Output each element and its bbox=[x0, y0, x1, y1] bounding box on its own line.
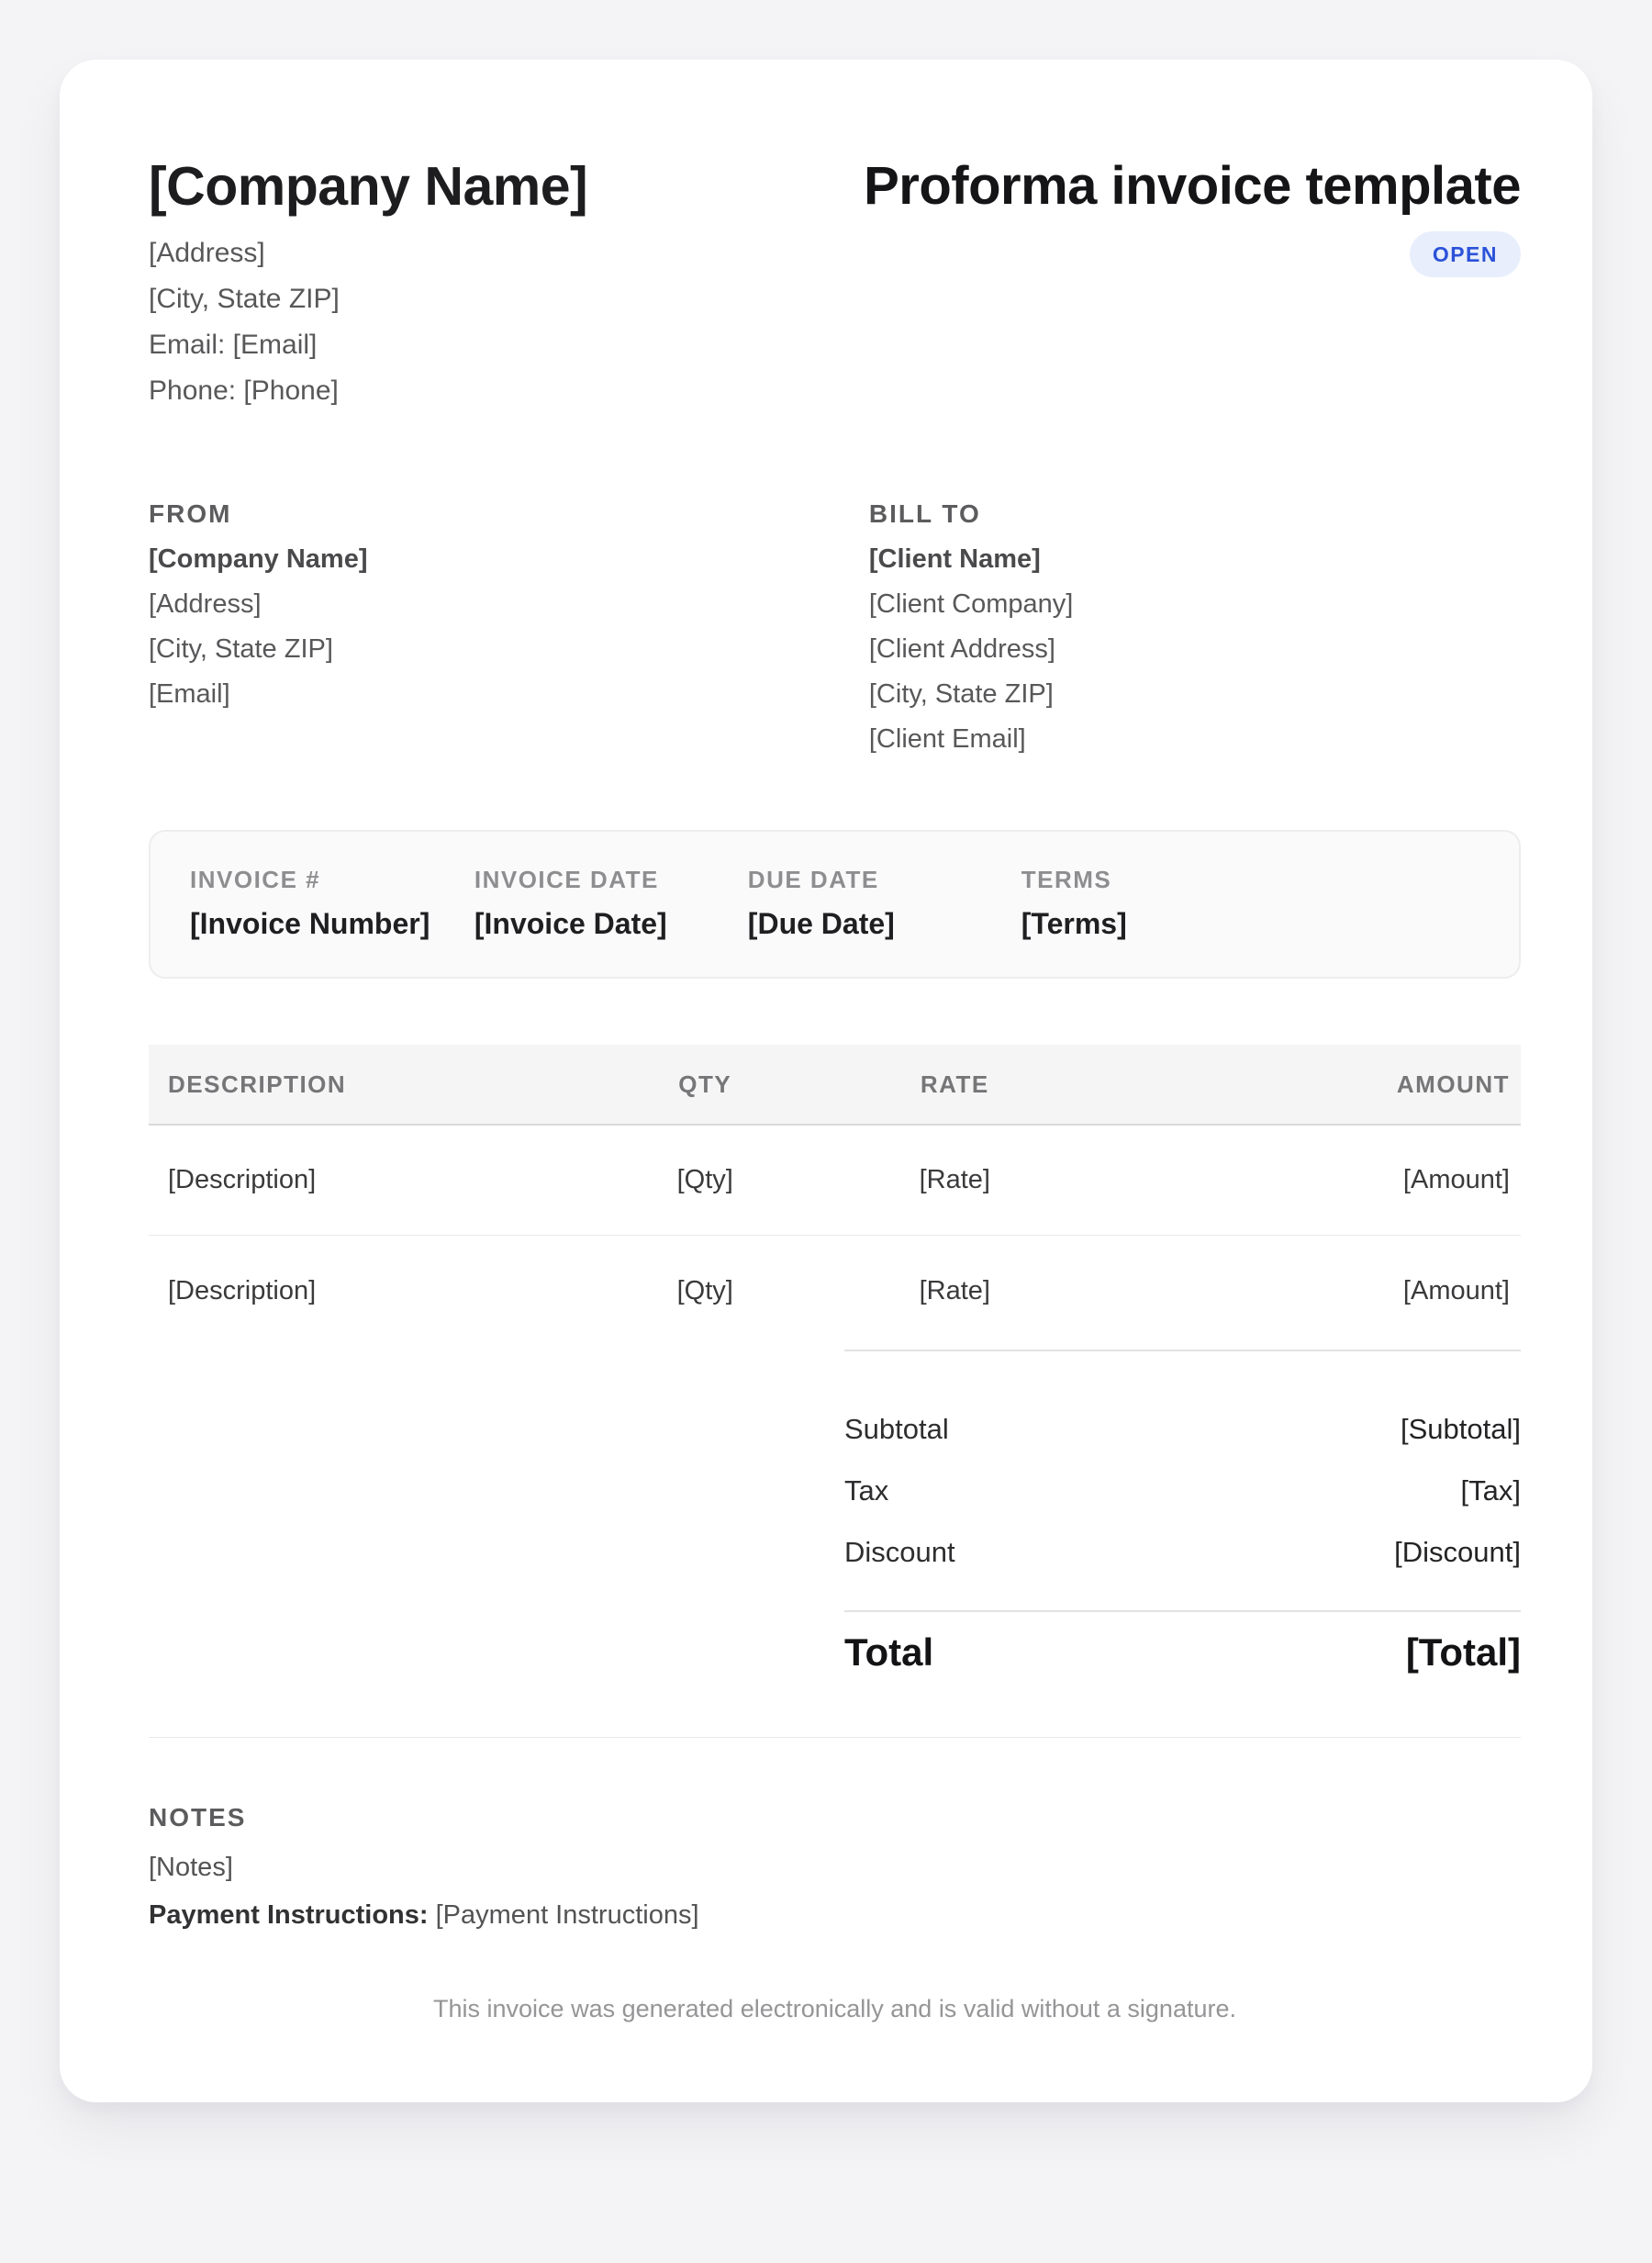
subtotal-row bbox=[844, 1412, 1521, 1447]
table-row bbox=[149, 1126, 1521, 1236]
invoice-meta-bar bbox=[149, 830, 1521, 979]
notes-section bbox=[149, 1802, 1521, 1933]
meta-value: [Invoice Date] bbox=[474, 907, 667, 940]
from-block bbox=[149, 499, 869, 762]
company-address-line: Phone: [Phone] bbox=[149, 375, 339, 406]
tax-value: [Tax] bbox=[1460, 1474, 1521, 1507]
grand-total-value: [Total] bbox=[1405, 1630, 1521, 1674]
invoice-header bbox=[149, 153, 1521, 414]
grand-total-row bbox=[844, 1629, 1521, 1676]
notes-label: NOTES bbox=[149, 1803, 247, 1832]
column-header-description: DESCRIPTION bbox=[168, 1070, 347, 1098]
meta-field-due-date bbox=[748, 865, 1021, 942]
meta-label: INVOICE # bbox=[190, 866, 321, 893]
from-address-line: [City, State ZIP] bbox=[149, 634, 333, 664]
cell-qty: [Qty] bbox=[676, 1275, 733, 1305]
status-badge: OPEN bbox=[1410, 231, 1521, 277]
table-row bbox=[149, 1236, 1521, 1346]
payment-instructions-label: Payment Instructions: bbox=[149, 1900, 429, 1930]
from-address-line: [Address] bbox=[149, 589, 262, 619]
cell-description: [Description] bbox=[168, 1275, 317, 1305]
cell-qty: [Qty] bbox=[676, 1165, 733, 1194]
from-address-line: [Email] bbox=[149, 679, 230, 709]
meta-value: [Invoice Number] bbox=[190, 907, 430, 940]
client-address-line: [City, State ZIP] bbox=[868, 679, 1054, 709]
from-company-name: [Company Name] bbox=[149, 544, 368, 574]
meta-field-terms bbox=[1021, 865, 1519, 942]
client-name: [Client Name] bbox=[868, 544, 1041, 574]
totals-divider bbox=[844, 1350, 1521, 1351]
discount-row bbox=[844, 1535, 1521, 1570]
invoice-card bbox=[60, 60, 1592, 2102]
notes-text: [Notes] bbox=[149, 1853, 233, 1882]
client-address-line: [Client Company] bbox=[868, 589, 1074, 619]
grand-total-divider bbox=[844, 1610, 1521, 1612]
company-address-line: Email: [Email] bbox=[149, 330, 318, 360]
payment-instructions-line bbox=[149, 1898, 1521, 1933]
table-header-row bbox=[149, 1045, 1521, 1126]
bill-to-block bbox=[869, 499, 1521, 762]
meta-value: [Terms] bbox=[1021, 907, 1127, 940]
page-title: Proforma invoice template bbox=[864, 156, 1521, 216]
totals-section bbox=[844, 1350, 1521, 1676]
grand-total-label: Total bbox=[843, 1630, 934, 1674]
cell-rate: [Rate] bbox=[919, 1275, 990, 1305]
notes-divider bbox=[149, 1737, 1521, 1738]
tax-label: Tax bbox=[843, 1474, 889, 1507]
meta-field-invoice-number bbox=[190, 865, 474, 942]
meta-label: TERMS bbox=[1021, 866, 1112, 893]
column-header-amount: AMOUNT bbox=[1396, 1070, 1510, 1098]
bill-to-label: BILL TO bbox=[868, 499, 981, 528]
discount-label: Discount bbox=[843, 1536, 955, 1568]
from-label: FROM bbox=[149, 499, 232, 528]
cell-rate: [Rate] bbox=[919, 1165, 990, 1194]
cell-description: [Description] bbox=[168, 1165, 317, 1194]
tax-row bbox=[844, 1473, 1521, 1508]
payment-instructions-text: [Payment Instructions] bbox=[435, 1900, 699, 1930]
meta-label: DUE DATE bbox=[747, 866, 879, 893]
line-items-table bbox=[149, 1045, 1521, 1346]
subtotal-value: [Subtotal] bbox=[1401, 1413, 1521, 1445]
cell-amount: [Amount] bbox=[1402, 1165, 1510, 1194]
title-block bbox=[864, 153, 1521, 277]
footer-disclaimer: This invoice was generated electronically and is valid without a signature. bbox=[433, 1995, 1236, 2022]
cell-amount: [Amount] bbox=[1402, 1275, 1510, 1305]
client-address-line: [Client Email] bbox=[868, 724, 1026, 754]
parties-section bbox=[149, 499, 1521, 762]
subtotal-label: Subtotal bbox=[843, 1413, 949, 1445]
company-block bbox=[149, 153, 587, 414]
meta-value: [Due Date] bbox=[747, 907, 895, 940]
client-address-line: [Client Address] bbox=[868, 634, 1055, 664]
company-name: [Company Name] bbox=[149, 156, 588, 217]
company-address-line: [Address] bbox=[149, 238, 265, 268]
column-header-rate: RATE bbox=[920, 1070, 989, 1098]
company-address-line: [City, State ZIP] bbox=[149, 284, 340, 314]
column-header-qty: QTY bbox=[678, 1070, 732, 1098]
meta-field-invoice-date bbox=[474, 865, 748, 942]
discount-value: [Discount] bbox=[1394, 1536, 1521, 1568]
company-address-block bbox=[149, 230, 587, 414]
meta-label: INVOICE DATE bbox=[474, 866, 659, 893]
